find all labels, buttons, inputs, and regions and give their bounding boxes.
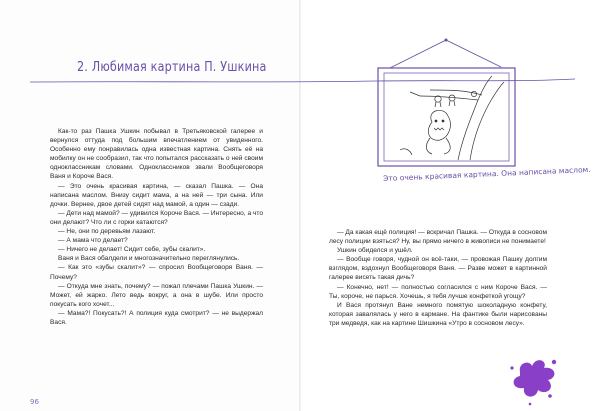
paragraph: — А мама что делает? (58, 237, 128, 245)
paragraph: — Да какая ещё полиция! — вскричал Пашка. — Откуда в сосновом лесу полиции взяться? Ну, вы прямо ничего в живописи не понимаете! (329, 229, 547, 246)
paragraph: — Откуда мне знать, почему? — пожал плечами Пашка Ушкин. — Может, ей жарко. Лето ведь вокруг, а она в шубе. Или просто покусать кого хочет... (50, 282, 263, 308)
paragraph: — Как это «зубы скалит»? — спросил Вообщеговоря Ваня. — Почему? (50, 264, 263, 281)
paragraph: — Ничего не делает! Сидит себе, зубы скалит». (58, 246, 206, 254)
paragraph: — Это очень красивая картина, — сказал Пашка. — Она написана маслом. Внизу сидит мама, а на ней — три сына. Или дочки. Вернее, двое детей сидят над мамой, а один — сзади. (50, 182, 263, 208)
right-page (300, 0, 600, 411)
paragraph: Ушкин обиделся и ушёл. (337, 247, 413, 255)
paragraph: — Дети над мамой? — удивился Короче Вася. — Интересно, а что они делают? Что ли с горки катаются? (50, 209, 264, 226)
page-number: 96 (30, 398, 39, 406)
painting-caption: Это очень красивая картина. Она написана маслом. (383, 164, 591, 183)
chapter-title: 2. Любимая картина П. Ушкина (77, 60, 267, 75)
left-text-column (50, 127, 263, 327)
right-text-column (329, 228, 547, 328)
paragraph: Как-то раз Пашка Ушкин побывал в Третьяковской галерее и вернулся оттуда под большим впечатлением от увиденного. Особенно ему понравилась одна известная картина. Снять её на мобилку он не сообразил, так что попытался рассказать о ней своим одноклассникам словами. Одноклассников звали Вообщеговоря Ваня и Короче Вася. (50, 128, 263, 181)
book-gutter (299, 0, 301, 411)
paragraph: — Не, они по деревьям лазают. (58, 228, 156, 236)
paragraph: — Вообще говоря, чудной он всё-таки, — провожая Пашку долгим взглядом, вздохнул Вообщеговоря Ваня. — Разве может в картинной галерее висеть такая дичь? (329, 256, 547, 282)
paragraph: И Вася протянул Ване немного помятую шоколадную конфету, которая завалялась у него в кармане. На фантике были нарисованы три медведя, как на картине Шишкина «Утро в сосновом лесу». (329, 301, 547, 327)
paragraph: Ваня и Вася обалдели и многозначительно переглянулись. (58, 255, 240, 263)
paragraph: — Мама?! Покусать?! А полиция куда смотрит? — не выдержал Вася. (50, 309, 263, 326)
paragraph: — Конечно, нет! — полностью согласился с ним Короче Вася. — Ты, короче, не парься. Хочешь, я тебя лучше конфеткой угощу? (329, 283, 547, 300)
